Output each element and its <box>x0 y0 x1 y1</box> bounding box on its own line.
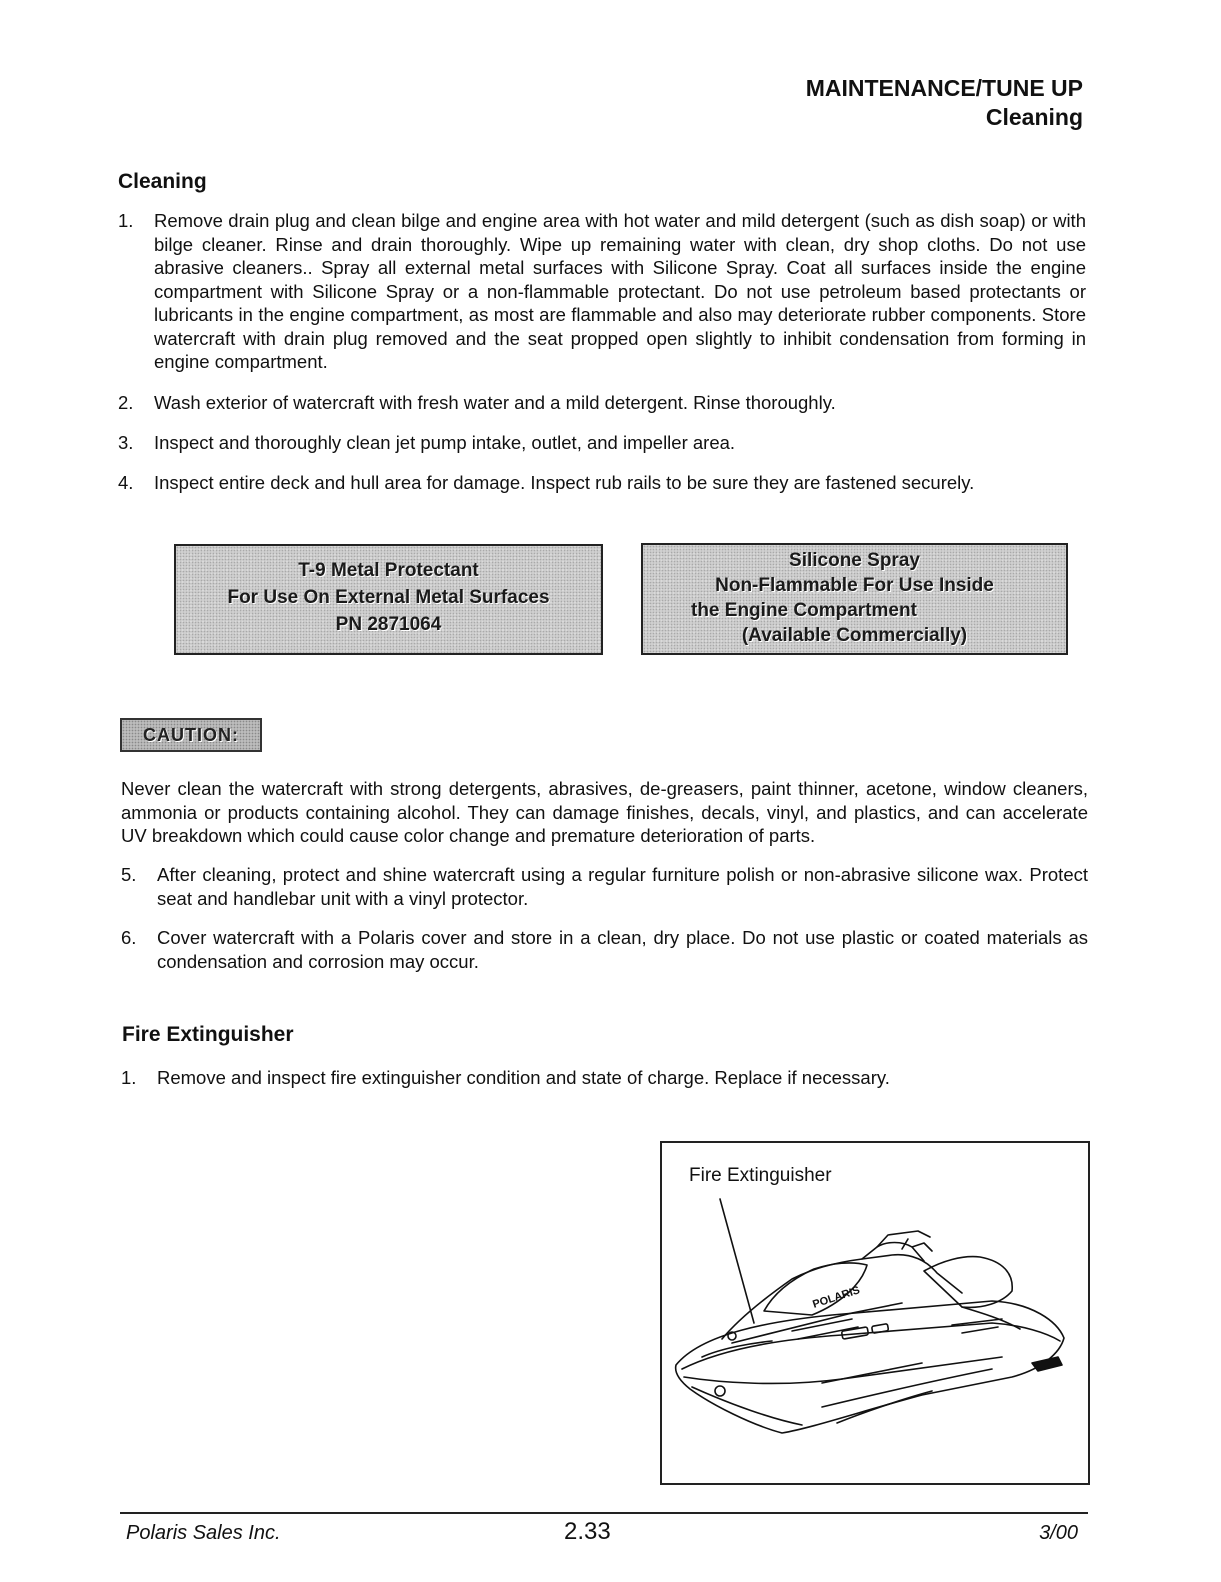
figure-label: Fire Extinguisher <box>689 1165 832 1186</box>
footer-rule <box>120 1512 1088 1514</box>
page-header <box>806 74 1083 132</box>
item-number: 6. <box>121 927 137 948</box>
watercraft-illustration <box>662 1143 1088 1483</box>
product-box-silicone-spray <box>641 543 1068 655</box>
product-line: PN 2871064 <box>335 614 442 635</box>
list-item <box>118 431 1088 457</box>
item-text: After cleaning, protect and shine watercraft using a regular furniture polish or non-abrasive silicone wax. Protect seat and handlebar unit with a vinyl protector. <box>157 864 1088 909</box>
product-line: For Use On External Metal Surfaces <box>227 587 550 608</box>
item-number: 1. <box>118 210 134 231</box>
item-text: Inspect and thoroughly clean jet pump intake, outlet, and impeller area. <box>154 432 736 453</box>
item-text: Remove drain plug and clean bilge and engine area with hot water and mild detergent (such as dish soap) or with bilge cleaner. Rinse and drain thoroughly. Wipe up remaining water with clean, dry shop cloths. Do not use abrasive cleaners.. Spray all external metal surfaces with Silicone Spray. Coat all surfaces inside the engine compartment with Silicone Spray or a non-flammable protectant. Do not use petroleum based protectants or lubricants in the engine compartment, as most are flammable and also may deteriorate rubber components. Store watercraft with drain plug removed and the seat propped open slightly to inhibit condensation from forming in engine compartment. <box>154 210 1086 372</box>
list-item <box>121 926 1088 976</box>
product-line: (Available Commercially) <box>741 625 968 646</box>
item-number: 4. <box>118 472 134 493</box>
product-line: the Engine Compartment <box>691 600 917 621</box>
hull-outline <box>676 1301 1064 1433</box>
list-item <box>118 471 1088 497</box>
item-number: 1. <box>121 1067 137 1088</box>
brand-decal: POLARIS <box>811 1284 862 1311</box>
page-number: 2.33 <box>564 1518 611 1545</box>
item-number: 5. <box>121 864 137 885</box>
caution-text: Never clean the watercraft with strong detergents, abrasives, de-greasers, paint thinner, acetone, window cleaners, ammonia or products containing alcohol. They can damage finishes, decals, vinyl, and plastics, and can accelerate UV breakdown which could cause color change and premature deterioration of parts. <box>121 778 1088 846</box>
product-line: Silicone Spray <box>789 550 920 571</box>
item-text: Cover watercraft with a Polaris cover and store in a clean, dry place. Do not use plastic or coated materials as condensation and corrosion may occur. <box>157 927 1088 972</box>
list-item <box>121 863 1088 913</box>
section-title: MAINTENANCE/TUNE UP <box>805 75 1083 101</box>
item-text: Remove and inspect fire extinguisher condition and state of charge. Replace if necessary. <box>157 1067 890 1088</box>
caution-label: CAUTION: <box>120 718 262 752</box>
footer-date: 3/00 <box>1039 1522 1078 1544</box>
item-number: 2. <box>118 392 134 413</box>
product-line: T-9 Metal Protectant <box>298 560 479 581</box>
item-number: 3. <box>118 432 134 453</box>
leader-line <box>720 1199 754 1323</box>
product-box-metal-protectant <box>174 544 603 655</box>
item-text: Inspect entire deck and hull area for damage. Inspect rub rails to be sure they are fastened securely. <box>154 472 975 493</box>
fire-extinguisher-heading: Fire Extinguisher <box>122 1023 294 1046</box>
list-item <box>118 391 1088 417</box>
list-item <box>121 1066 1088 1092</box>
product-line: Non-Flammable For Use Inside <box>715 575 994 596</box>
subsection-title: Cleaning <box>985 104 1083 130</box>
fire-extinguisher-figure <box>660 1141 1090 1485</box>
list-item <box>118 209 1088 377</box>
item-text: Wash exterior of watercraft with fresh water and a mild detergent. Rinse thoroughly. <box>154 392 836 413</box>
cleaning-heading: Cleaning <box>118 170 207 193</box>
footer-company: Polaris Sales Inc. <box>126 1522 281 1544</box>
